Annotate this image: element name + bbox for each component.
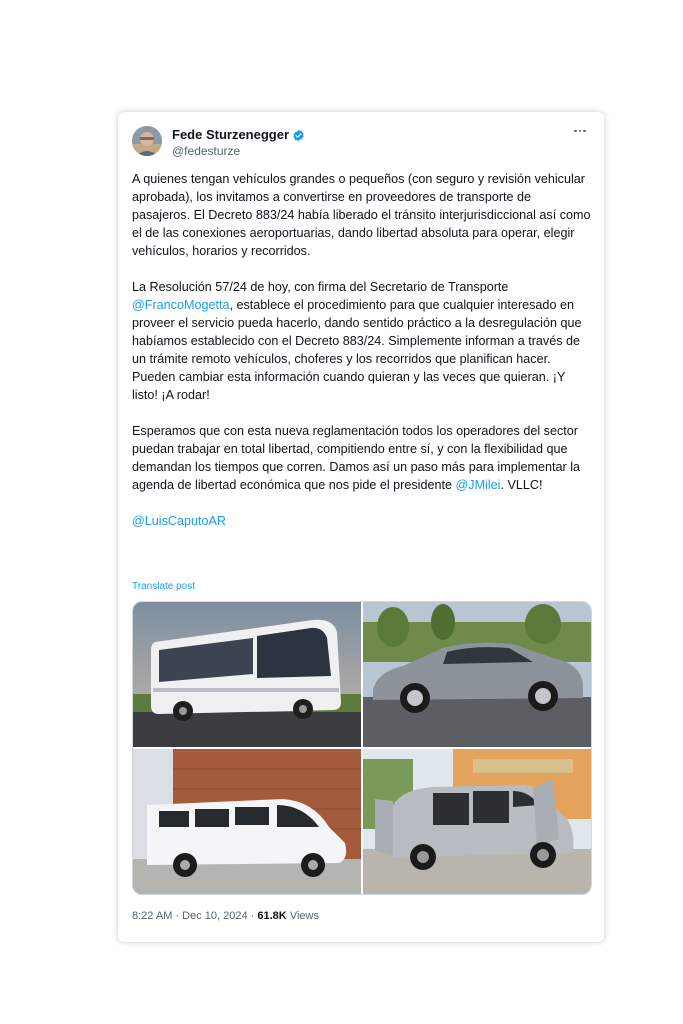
mention-franco-mogetta[interactable]: @FrancoMogetta <box>132 298 230 312</box>
post-meta <box>132 910 319 922</box>
avatar[interactable] <box>132 126 162 156</box>
verified-badge-icon <box>292 129 305 142</box>
meta-separator: · <box>250 910 255 922</box>
mention-jmilei[interactable]: @JMilei <box>455 478 501 492</box>
meta-separator: · <box>175 910 180 922</box>
post-paragraph-4 <box>132 512 592 530</box>
grey-sedan-image[interactable] <box>363 602 591 747</box>
post-paragraph-1: A quienes tengan vehículos grandes o pequeños (con seguro y revisión vehicular aprobada), los invitamos a convertirse en proveedores de transporte de pasajeros. El Decreto 883/24 había liberado el tránsito interjurisdiccional así como el de las conexiones aeroportuarias, dando libertad absoluta para operar, elegir vehículos, horarios y recorridos. <box>132 172 591 258</box>
translate-post-link[interactable]: Translate post <box>132 581 195 592</box>
author-row <box>172 127 305 143</box>
silver-van-image[interactable] <box>363 749 591 894</box>
post-text-segment: . VLLC! <box>500 478 543 492</box>
more-options-icon[interactable] <box>570 124 590 138</box>
post-paragraph-3 <box>132 422 592 494</box>
post-time[interactable]: 8:22 AM <box>132 910 173 922</box>
white-minibus-image[interactable] <box>133 749 361 894</box>
post-text <box>132 170 592 532</box>
media-grid <box>132 601 592 895</box>
post-text-segment: Esperamos que con esta nueva reglamentación todos los operadores del sector puedan trabajar en total libertad, compitiendo entre sí, y con la flexibilidad que demandan los tiempos que corren. Damos así un paso más para implementar la agenda de libertad económica que nos pide el presidente <box>132 424 581 492</box>
post-paragraph-2 <box>132 278 592 404</box>
post-text-segment: , establece el procedimiento para que cualquier interesado en proveer el servicio pueda hacerlo, dando sentido práctico a la desregulación que habíamos establecido con el Decreto 883/24. Simplemente informan a través de un trámite remoto vehículos, choferes y los recorridos que planifican hacer. Pueden cambiar esta información cuando quieran y las veces que quieran. ¡Y listo! ¡A rodar! <box>132 298 582 402</box>
mention-luis-caputo[interactable]: @LuisCaputoAR <box>132 514 226 528</box>
author-handle[interactable]: @fedesturze <box>172 144 241 158</box>
post-card <box>118 112 604 942</box>
views-label: Views <box>289 910 319 922</box>
post-date[interactable]: Dec 10, 2024 <box>182 910 248 922</box>
author-name[interactable]: Fede Sturzenegger <box>172 127 290 142</box>
post-text-segment: La Resolución 57/24 de hoy, con firma del Secretario de Transporte <box>132 280 509 294</box>
coach-bus-image[interactable] <box>133 602 361 747</box>
views-count: 61.8K <box>257 910 287 922</box>
